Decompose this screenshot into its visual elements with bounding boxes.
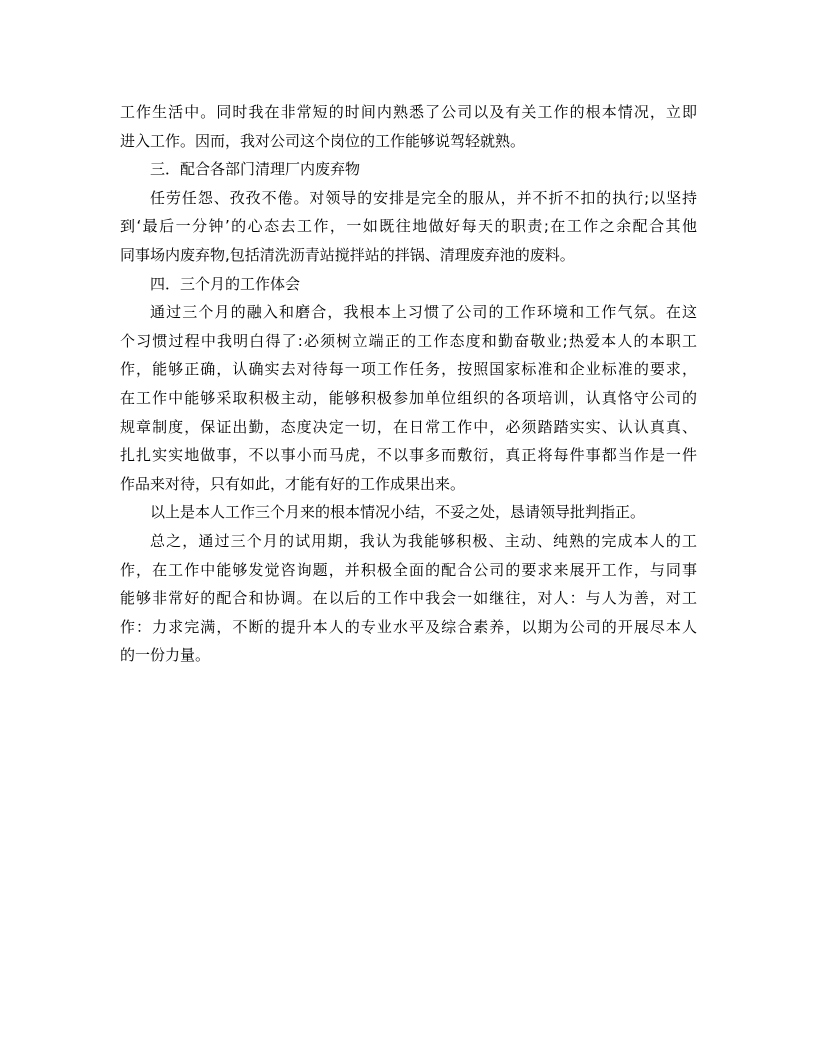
paragraph-line: 扎扎实实地做事，不以事小而马虎，不以事多而敷衍，真正将每件事都当作是一件 [120, 446, 697, 465]
paragraph-line: 任劳任怨、孜孜不倦。对领导的安排是完全的服从，并不折不扣的执行;以坚持 [150, 188, 697, 207]
section-heading: 三．配合各部门清理厂内废弃物 [150, 160, 361, 179]
paragraph-line: 同事场内废弃物,包括清洗沥青站搅拌站的拌锅、清理废弃池的废料。 [120, 245, 575, 264]
document-body [120, 98, 697, 670]
paragraph-line: 通过三个月的融入和磨合，我根本上习惯了公司的工作环境和工作气氛。在这 [150, 303, 697, 322]
paragraph-line: 作，在工作中能够发觉咨询题，并积极全面的配合公司的要求来展开工作，与同事 [120, 560, 697, 579]
paragraph-line: 总之，通过三个月的试用期，我认为我能够积极、主动、纯熟的完成本人的工 [150, 531, 697, 550]
paragraph-line: 作品来对待，只有如此，才能有好的工作成果出来。 [120, 474, 466, 493]
paragraph-line: 以上是本人工作三个月来的根本情况小结，不妥之处，恳请领导批判指正。 [150, 503, 646, 522]
paragraph-line: 进入工作。因而，我对公司这个岗位的工作能够说驾轻就熟。 [120, 131, 526, 150]
paragraph-line: 个习惯过程中我明白得了:必须树立端正的工作态度和勤奋敬业;热爱本人的本职工 [120, 331, 697, 350]
paragraph-line: 作：力求完满，不断的提升本人的专业水平及综合素养，以期为公司的开展尽本人 [120, 617, 697, 636]
paragraph-line: 规章制度，保证出勤，态度决定一切，在日常工作中，必须踏踏实实、认认真真、 [120, 417, 697, 436]
paragraph-line: 工作生活中。同时我在非常短的时间内熟悉了公司以及有关工作的根本情况，立即 [120, 103, 697, 121]
paragraph-line: 作，能够正确，认确实去对待每一项工作任务，按照国家标准和企业标准的要求， [120, 360, 697, 379]
paragraph-line: 在工作中能够采取积极主动，能够积极参加单位组织的各项培训，认真恪守公司的 [120, 388, 697, 407]
paragraph-line: 的一份力量。 [120, 646, 211, 665]
paragraph-line: 能够非常好的配合和协调。在以后的工作中我会一如继往，对人：与人为善，对工 [120, 589, 697, 608]
paragraph-line: 到‘最后一分钟’的心态去工作，一如既往地做好每天的职责;在工作之余配合其他 [120, 217, 697, 236]
section-heading: 四．三个月的工作体会 [150, 274, 301, 293]
